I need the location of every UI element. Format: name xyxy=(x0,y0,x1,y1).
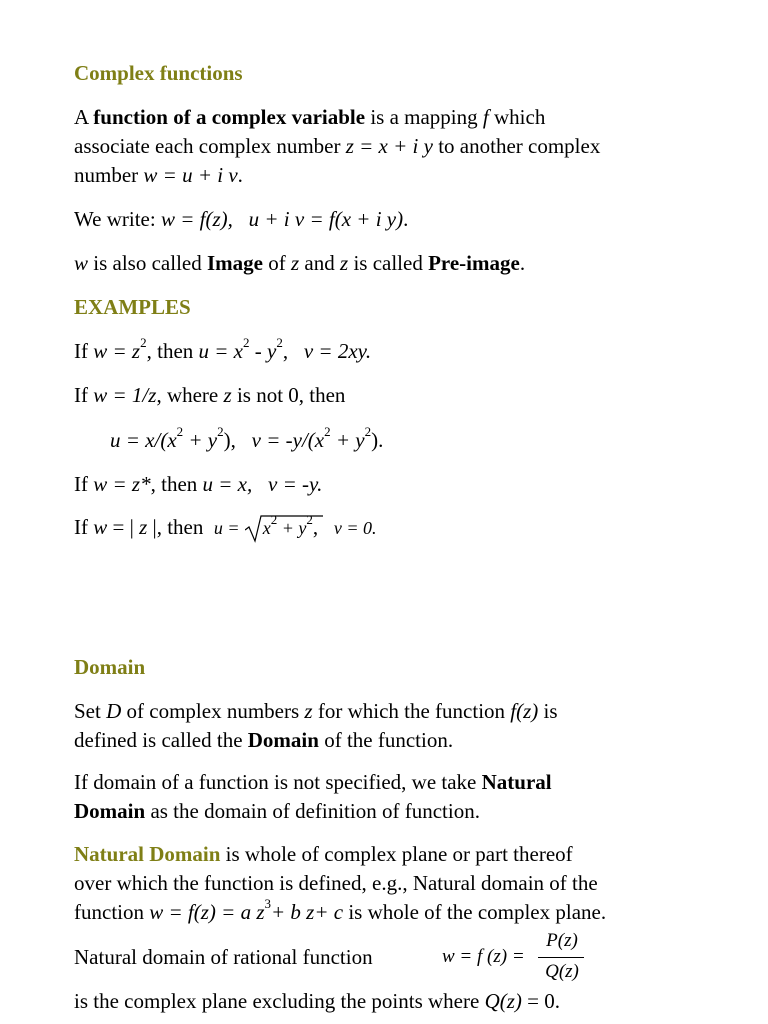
paragraph-line: is the complex plane excluding the points where Q(z) = 0. xyxy=(74,989,560,1013)
we-write-line: We write: w = f(z), u + i v = f(x + i y). xyxy=(74,207,409,231)
paragraph-line: Domain as the domain of definition of function. xyxy=(74,799,480,823)
example-square: If $w = z^2$, then $u = x^2 - y^2$, v = 2xy. xyxy=(74,335,372,363)
paragraph-line: defined is called the Domain of the function. xyxy=(74,728,454,752)
example-reciprocal: If w = 1/z, where z is not 0, then xyxy=(74,383,346,407)
paragraph-line: associate each complex number z = x + i y to another complex xyxy=(74,134,601,158)
rational-function-line: Natural domain of rational function xyxy=(74,945,373,969)
heading-domain: Domain xyxy=(74,655,146,679)
example-reciprocal-result: $u = x/(x^2 + y^2)$, $v = -y/(x^2 + y^2)$. xyxy=(110,424,384,452)
paragraph-line: If domain of a function is not specified, we take Natural xyxy=(74,770,552,794)
heading-examples: EXAMPLES xyxy=(74,295,191,319)
example-modulus: If w = | z |, then u = $x^2 + y^2$, v = 0. xyxy=(74,514,377,541)
heading-complex-functions: Complex functions xyxy=(74,61,243,85)
paragraph-line: function w = f(z) = a $z^3+ b$ z+ c is whole of the complex plane. xyxy=(74,896,607,924)
fraction-numerator: P(z) xyxy=(546,930,578,951)
fraction-bar xyxy=(538,957,584,958)
paragraph-line: A function of a complex variable is a mapping f which xyxy=(74,105,546,129)
rational-function-lhs: w = f (z) = xyxy=(442,946,525,967)
paragraph-line: number w = u + i v. xyxy=(74,163,243,187)
image-definition-line: w is also called Image of z and z is called Pre-image. xyxy=(74,251,526,275)
paragraph-line: Set D of complex numbers z for which the function f(z) is xyxy=(74,699,558,723)
paragraph-line: Natural Domain is whole of complex plane or part thereof xyxy=(74,842,573,866)
paragraph-line: over which the function is defined, e.g., Natural domain of the xyxy=(74,871,598,895)
fraction-denominator: Q(z) xyxy=(545,961,579,982)
example-conjugate: If w = z*, then u = x, v = -y. xyxy=(74,472,323,496)
square-root-expression: $x^2 + y^2$ xyxy=(245,515,313,541)
